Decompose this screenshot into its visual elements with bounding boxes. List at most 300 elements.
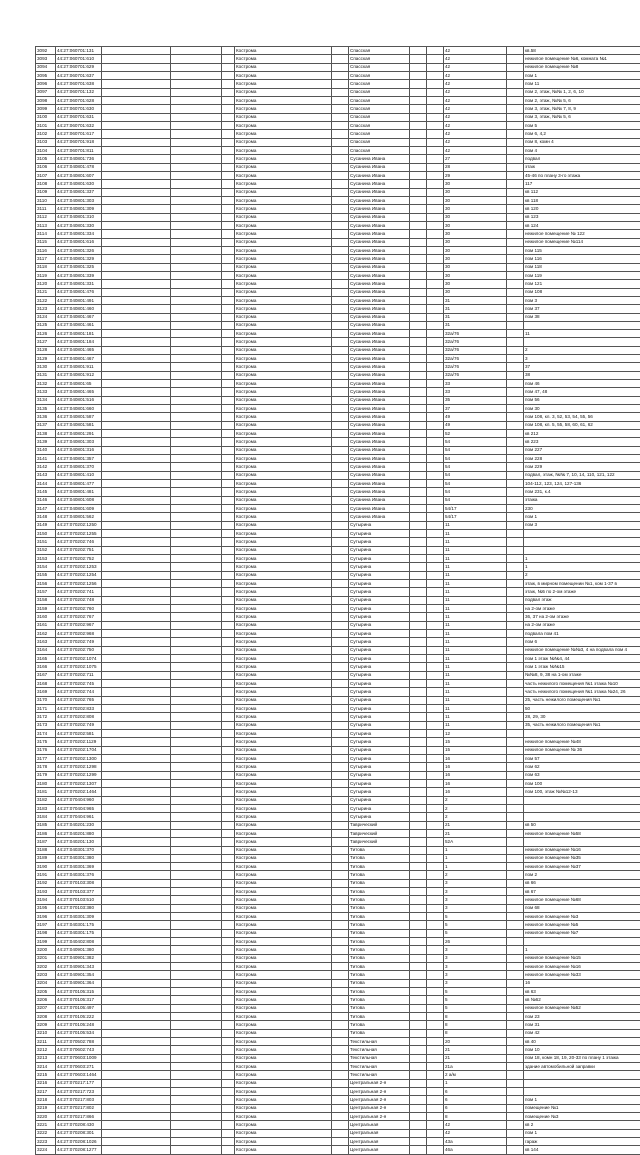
cell-blank_f [427,721,444,729]
cell-house: 42 [444,63,507,71]
cell-blank_b [171,321,222,329]
cell-blank_e [410,138,427,146]
cell-street: Сусанина Ивана [349,305,410,313]
cell-blank_e [410,555,427,563]
cell-street: Сусанина Ивана [349,188,410,196]
table-row [36,879,640,887]
cell-city: Кострома [235,1054,332,1062]
cell-premises: пом 57 [524,754,640,762]
cell-blank_d [332,588,349,596]
cell-blank_b [171,654,222,662]
cell-premises: пом 108 [524,288,640,296]
cell-blank_g [507,1021,524,1029]
cell-blank_f [427,138,444,146]
cell-street: Спасская [349,63,410,71]
cell-blank_a [102,255,171,263]
table-row [36,646,640,654]
cell-city: Кострома [235,663,332,671]
cell-num: 3169 [36,688,56,696]
cell-blank_f [427,679,444,687]
cell-cadastral: 44:27:070404:960 [56,796,102,804]
cell-blank_d [332,488,349,496]
cell-blank_a [102,380,171,388]
cell-blank_c [222,788,235,796]
cell-blank_d [332,446,349,454]
cell-blank_g [507,913,524,921]
cell-num: 3114 [36,230,56,238]
cell-blank_b [171,255,222,263]
cell-city: Кострома [235,888,332,896]
cell-blank_b [171,146,222,154]
cell-street: Сусанина Ивана [349,338,410,346]
cell-city: Кострома [235,779,332,787]
cell-blank_f [427,771,444,779]
cell-premises: кв 123 [524,213,640,221]
cell-blank_d [332,1071,349,1079]
cell-premises: пом 108, кл. 3, 52, 53, 54, 55, 56 [524,413,640,421]
cell-blank_d [332,371,349,379]
cell-premises: пом 56 [524,396,640,404]
cell-premises: нежилое помещение №6, комната №1 [524,55,640,63]
cell-premises: часть нежилого помещения №1 этажа №24, 26 [524,688,640,696]
cell-blank_c [222,471,235,479]
cell-blank_f [427,663,444,671]
cell-blank_a [102,113,171,121]
cell-cadastral: 44:27:070208:1277 [56,1146,102,1154]
table-row [36,1137,640,1145]
cell-premises: пом 1 этаж №№15 [524,663,640,671]
cell-blank_e [410,1113,427,1121]
cell-blank_d [332,255,349,263]
cell-street: Спасская [349,105,410,113]
cell-house: 42 [444,113,507,121]
table-row [36,438,640,446]
cell-street: Сутырина [349,563,410,571]
cell-blank_g [507,1054,524,1062]
cell-blank_c [222,346,235,354]
cell-house: 32а/76 [444,363,507,371]
cell-city: Кострома [235,671,332,679]
cell-num: 3129 [36,355,56,363]
cell-blank_e [410,421,427,429]
cell-house: 2 а/м [444,1071,507,1079]
cell-blank_a [102,121,171,129]
cell-cadastral: 44:27:040901:354 [56,971,102,979]
cell-blank_d [332,546,349,554]
cell-street: Сусанина Ивана [349,471,410,479]
cell-premises: пом 23 [524,1013,640,1021]
cell-blank_c [222,688,235,696]
cell-blank_b [171,754,222,762]
cell-blank_g [507,396,524,404]
cell-blank_a [102,305,171,313]
cell-blank_b [171,946,222,954]
cell-blank_e [410,1129,427,1137]
cell-blank_a [102,996,171,1004]
cell-blank_b [171,788,222,796]
cell-premises: пом 227 [524,446,640,454]
cell-premises: на 2-ом этаже [524,604,640,612]
table-row [36,288,640,296]
cell-city: Кострома [235,729,332,737]
cell-blank_f [427,913,444,921]
cell-num: 3171 [36,704,56,712]
cell-city: Кострома [235,821,332,829]
cell-num: 3133 [36,388,56,396]
cell-cadastral: 44:27:040801:516 [56,396,102,404]
cell-street: Сусанина Ивана [349,180,410,188]
cell-blank_f [427,954,444,962]
cell-blank_f [427,505,444,513]
cell-blank_g [507,963,524,971]
cell-blank_f [427,171,444,179]
cell-blank_e [410,604,427,612]
cell-city: Кострома [235,788,332,796]
cell-cadastral: 44:27:040301:175 [56,929,102,937]
cell-blank_a [102,71,171,79]
cell-blank_a [102,580,171,588]
cell-cadastral: 44:27:040801:410 [56,471,102,479]
cell-blank_a [102,679,171,687]
table-row [36,455,640,463]
cell-blank_e [410,596,427,604]
cell-street: Сусанина Ивана [349,330,410,338]
cell-blank_f [427,946,444,954]
table-row [36,488,640,496]
cell-blank_a [102,146,171,154]
cell-city: Кострома [235,1038,332,1046]
cell-blank_f [427,421,444,429]
cell-blank_b [171,305,222,313]
cell-city: Кострома [235,363,332,371]
cell-blank_d [332,1079,349,1087]
cell-premises: нежилое помещение № 122 [524,230,640,238]
cell-blank_a [102,1013,171,1021]
cell-cadastral: 44:27:040801:491 [56,296,102,304]
cell-blank_d [332,1013,349,1021]
cell-street: Титова [349,1021,410,1029]
cell-blank_f [427,1104,444,1112]
cell-num: 3203 [36,971,56,979]
cell-blank_e [410,796,427,804]
cell-blank_d [332,538,349,546]
table-row [36,763,640,771]
cell-cadastral: 44:27:040301:370 [56,846,102,854]
cell-blank_g [507,505,524,513]
cell-num: 3186 [36,829,56,837]
cell-city: Кострома [235,488,332,496]
table-row [36,163,640,171]
cell-cadastral: 44:27:040801:330 [56,221,102,229]
cell-blank_a [102,413,171,421]
cell-house: 2 [444,804,507,812]
cell-blank_c [222,121,235,129]
cell-blank_b [171,313,222,321]
cell-blank_g [507,996,524,1004]
cell-num: 3109 [36,188,56,196]
cell-num: 3148 [36,513,56,521]
cell-cadastral: 44:27:070603:1009 [56,1054,102,1062]
table-row [36,696,640,704]
cell-house: 30 [444,246,507,254]
cell-blank_b [171,96,222,104]
cell-blank_e [410,313,427,321]
cell-house: 54 [444,496,507,504]
cell-blank_c [222,130,235,138]
cell-blank_c [222,505,235,513]
cell-blank_e [410,704,427,712]
cell-cadastral: 44:27:070202:1075 [56,663,102,671]
cell-blank_g [507,671,524,679]
cell-num: 3130 [36,363,56,371]
cell-blank_f [427,671,444,679]
cell-blank_g [507,1096,524,1104]
cell-blank_e [410,871,427,879]
cell-blank_g [507,405,524,413]
cell-city: Кострома [235,871,332,879]
cell-num: 3140 [36,446,56,454]
cell-street: Сутырина [349,555,410,563]
cell-blank_b [171,1096,222,1104]
cell-blank_g [507,563,524,571]
cell-house: 42 [444,130,507,138]
cell-blank_e [410,963,427,971]
cell-blank_e [410,571,427,579]
cell-blank_g [507,121,524,129]
cell-cadastral: 44:27:070103:308 [56,879,102,887]
cell-street: Центральная 2-я [349,1096,410,1104]
cell-cadastral: 44:27:040801:465 [56,346,102,354]
cell-cadastral: 44:27:040801:337 [56,188,102,196]
cell-blank_b [171,763,222,771]
cell-premises: 50 [524,704,640,712]
table-row [36,921,640,929]
cell-blank_a [102,1046,171,1054]
cell-street: Сусанина Ивана [349,263,410,271]
cell-city: Кострома [235,463,332,471]
cell-blank_d [332,296,349,304]
cell-cadastral: 44:27:070202:1250 [56,521,102,529]
cell-street: Сусанина Ивана [349,255,410,263]
cell-num: 3217 [36,1088,56,1096]
cell-blank_f [427,1021,444,1029]
cell-blank_e [410,921,427,929]
cell-blank_c [222,763,235,771]
cell-blank_b [171,221,222,229]
cell-blank_g [507,130,524,138]
cell-blank_f [427,463,444,471]
cell-premises: пом 108, кл. 5, 55, 58, 60, 61, 62 [524,421,640,429]
table-row [36,538,640,546]
cell-blank_e [410,163,427,171]
cell-city: Кострома [235,713,332,721]
cell-premises: кв 124 [524,221,640,229]
table-row [36,1079,640,1087]
cell-cadastral: 44:27:070202:746 [56,538,102,546]
cell-city: Кострома [235,380,332,388]
cell-premises: кв 223 [524,438,640,446]
cell-blank_d [332,113,349,121]
cell-city: Кострома [235,1096,332,1104]
cell-blank_c [222,480,235,488]
cell-house: 21 [444,1054,507,1062]
cell-num: 3119 [36,271,56,279]
cell-blank_c [222,629,235,637]
cell-house: 8 [444,1029,507,1037]
cell-premises: пом 62 [524,763,640,771]
cell-street: Текстильная [349,1038,410,1046]
cell-num: 3215 [36,1071,56,1079]
cell-blank_a [102,138,171,146]
cell-blank_g [507,305,524,313]
cell-blank_a [102,371,171,379]
cell-cadastral: 44:27:040801:616 [56,238,102,246]
cell-num: 3142 [36,463,56,471]
cell-city: Кострома [235,138,332,146]
cell-blank_a [102,280,171,288]
cell-city: Кострома [235,979,332,987]
cell-blank_c [222,305,235,313]
cell-cadastral: 44:27:070202:751 [56,546,102,554]
cell-premises: пом 38 [524,313,640,321]
cell-blank_g [507,979,524,987]
cell-blank_b [171,863,222,871]
cell-num: 3216 [36,1079,56,1087]
table-row [36,1146,640,1154]
table-row [36,330,640,338]
cell-city: Кострома [235,63,332,71]
cell-cadastral: 44:27:070602:743 [56,1046,102,1054]
cell-blank_a [102,521,171,529]
cell-blank_e [410,305,427,313]
cell-blank_a [102,171,171,179]
cell-blank_f [427,938,444,946]
cell-premises [524,546,640,554]
cell-street: Спасская [349,146,410,154]
cell-blank_c [222,521,235,529]
cell-blank_d [332,271,349,279]
cell-blank_g [507,988,524,996]
cell-street: Титова [349,896,410,904]
cell-blank_g [507,346,524,354]
cell-blank_a [102,1021,171,1029]
cell-street: Сусанина Ивана [349,288,410,296]
cell-num: 3218 [36,1096,56,1104]
cell-house: 42 [444,121,507,129]
cell-city: Кострома [235,538,332,546]
table-row [36,1054,640,1062]
cell-street: Сусанина Ивана [349,363,410,371]
cell-blank_b [171,979,222,987]
cell-blank_c [222,704,235,712]
cell-premises: 2 [524,346,640,354]
cell-blank_b [171,713,222,721]
table-row [36,338,640,346]
cell-city: Кострома [235,654,332,662]
cell-blank_c [222,455,235,463]
cell-num: 3127 [36,338,56,346]
cell-city: Кострома [235,921,332,929]
table-row [36,446,640,454]
cell-blank_f [427,555,444,563]
cell-blank_a [102,596,171,604]
cell-cadastral: 44:27:070217:802 [56,1104,102,1112]
cell-premises [524,338,640,346]
cell-blank_b [171,121,222,129]
cell-blank_d [332,879,349,887]
cell-house: 5 [444,929,507,937]
cell-blank_a [102,771,171,779]
cell-cadastral: 44:27:070202:741 [56,588,102,596]
cell-blank_a [102,963,171,971]
table-row [36,563,640,571]
cell-blank_g [507,1038,524,1046]
cell-street: Титова [349,979,410,987]
table-row [36,371,640,379]
cell-num: 3220 [36,1113,56,1121]
cell-blank_c [222,1071,235,1079]
cell-blank_e [410,971,427,979]
cell-street: Титова [349,854,410,862]
cell-blank_g [507,188,524,196]
cell-blank_a [102,1146,171,1154]
cell-num: 3155 [36,571,56,579]
cell-num: 3146 [36,496,56,504]
cell-blank_a [102,821,171,829]
cell-blank_g [507,230,524,238]
cell-blank_g [507,829,524,837]
cell-blank_g [507,871,524,879]
cell-blank_a [102,946,171,954]
cell-house: 3 [444,879,507,887]
table-row [36,846,640,854]
cell-premises: кв 118 [524,196,640,204]
cell-blank_c [222,988,235,996]
cell-blank_g [507,921,524,929]
cell-city: Кострома [235,1029,332,1037]
cell-premises: пом 3, этаж, №№ 7, 8, 9 [524,105,640,113]
cell-blank_c [222,1137,235,1145]
cell-blank_e [410,255,427,263]
cell-num: 3182 [36,796,56,804]
cell-blank_d [332,713,349,721]
cell-cadastral: 44:27:070202:1298 [56,763,102,771]
cell-num: 3168 [36,679,56,687]
cell-num: 3131 [36,371,56,379]
cell-premises: пом 30 [524,405,640,413]
cell-num: 3144 [36,480,56,488]
cell-num: 3222 [36,1129,56,1137]
cell-blank_d [332,788,349,796]
cell-blank_d [332,779,349,787]
cell-blank_a [102,1054,171,1062]
cell-premises: 117 [524,180,640,188]
cell-street: Сутырина [349,729,410,737]
cell-house: 8 [444,1021,507,1029]
cell-blank_g [507,88,524,96]
cell-house: 42 [444,146,507,154]
cell-blank_c [222,163,235,171]
cell-blank_f [427,355,444,363]
cell-blank_g [507,1121,524,1129]
cell-blank_c [222,71,235,79]
cell-blank_e [410,854,427,862]
cell-blank_e [410,88,427,96]
cell-blank_g [507,496,524,504]
table-row [36,280,640,288]
table-row [36,80,640,88]
cell-blank_e [410,1013,427,1021]
